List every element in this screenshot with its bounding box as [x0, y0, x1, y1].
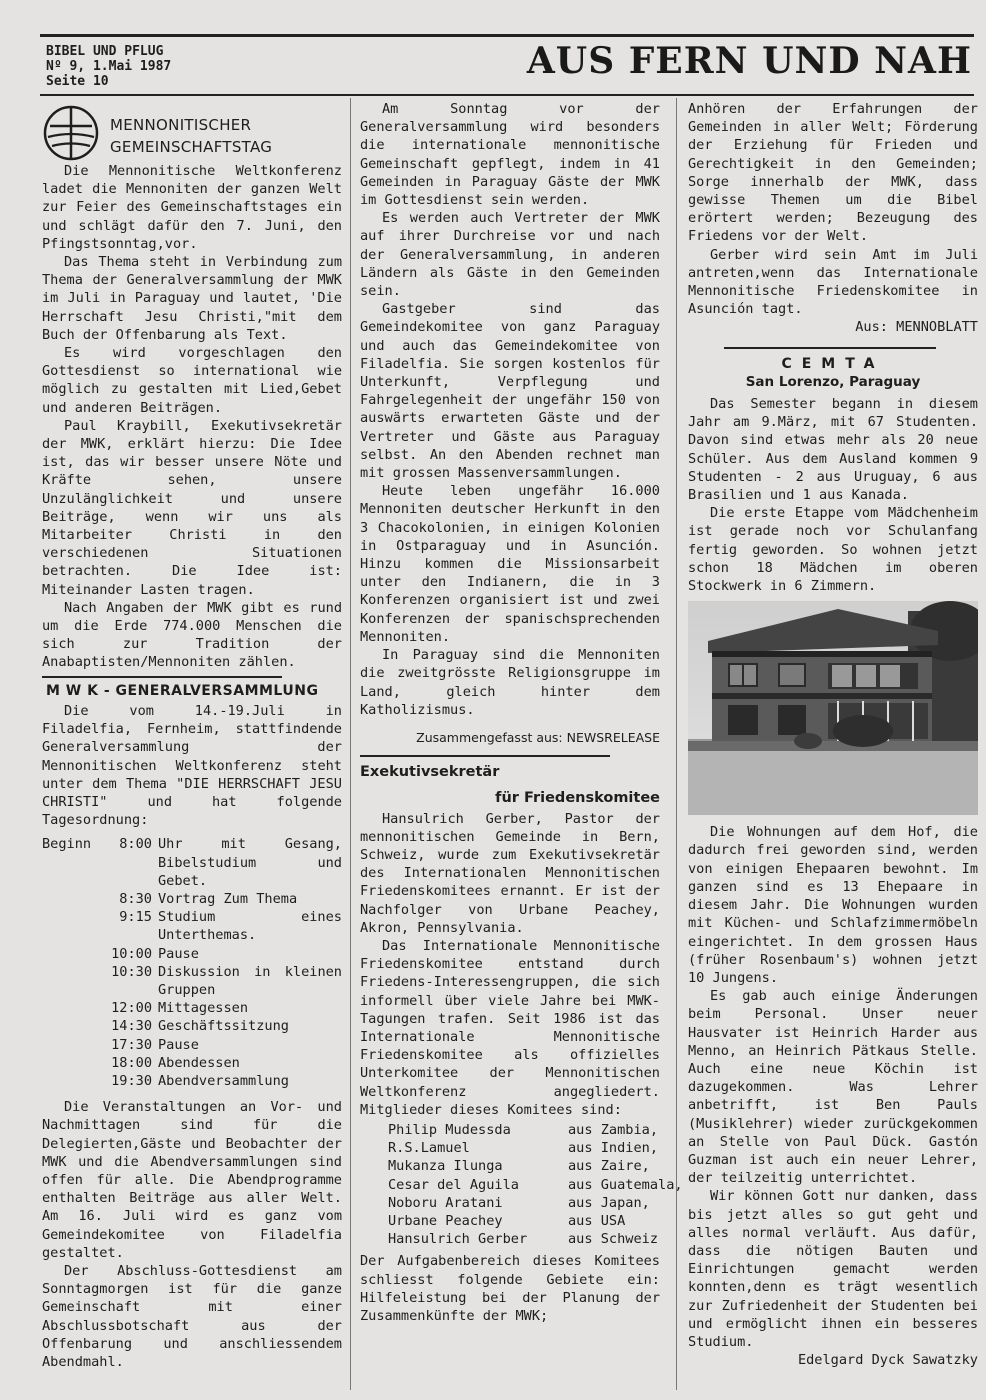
paragraph: Paul Kraybill, Exekutivsekretär der MWK, erklärt hierzu: Die Idee ist, das wir besser unsere Nöte und Kräfte sehen, unsere Unzulänglichkeit und unsere Beiträge, wenn wir uns als Mitarbeiter Christi in den verschiedenen Situationen betrachten. Die Idee ist: Miteinander Lasten tragen. — [42, 417, 342, 598]
paragraph: Das Thema steht in Verbindung zum Thema der Generalversammlung der MWK im Juli in Paraguay und lautet, 'Die Herrschaft Jesu Christi,"mit dem Buch der Offenbarung als Text. — [42, 254, 342, 343]
paragraph: Es werden auch Vertreter der MWK auf ihrer Durchreise vor und nach der Generalversammlung, in anderen Ländern als Gäste in den Gemeinden sein. — [360, 210, 660, 300]
agenda-day — [42, 908, 98, 944]
top-rule — [40, 34, 974, 37]
agenda-table — [42, 835, 342, 1090]
masthead-info — [46, 44, 171, 89]
paragraph: In Paraguay sind die Mennoniten die zweitgrösste Religionsgruppe im Land, gleich hinter dem Katholizismus. — [360, 647, 660, 718]
column-2 — [360, 100, 683, 1325]
member-country: aus Zaire, — [568, 1158, 650, 1175]
agenda-row — [42, 1072, 342, 1090]
paragraph: Die vom 14.-19.Juli in Filadelfia, Fernheim, stattfindende Generalversammlung der Mennonitischen Weltkonferenz steht unter dem Thema "DIE HERRSCHAFT JESU CHRISTI" und hat folgende Tagesordnung: — [42, 702, 342, 829]
member-country: aus USA — [568, 1212, 626, 1229]
paragraph: Hansulrich Gerber, Pastor der mennonitischen Gemeinde in Bern, Schweiz, wurde zum Exekutivsekretär des Internationalen Mennonitischen Friedenskomitees ernannt. Er ist der Nachfolger von Urbane Peachey, Akron, Pennsylvania. — [360, 810, 660, 936]
article-header — [42, 104, 342, 162]
agenda-item: Uhr mit Gesang, Bibelstudium und Gebet. — [158, 836, 342, 889]
member-country: aus Guatemala, — [568, 1176, 683, 1193]
column-3 — [688, 100, 978, 1369]
member-row — [388, 1230, 688, 1248]
section-subheading: San Lorenzo, Paraguay — [745, 373, 921, 390]
paragraph: Wir können Gott nur danken, dass bis jetzt alles so gut geht und alles normal verläuft. Aus dafür, dass die nötigen Bauten und Einrichtungen gemacht werden konnten,denn es trägt wesentlich zur Zufriedenheit der Studenten bei und ermöglicht ihnen ein besseres Studium. — [688, 1188, 978, 1350]
agenda-row — [42, 999, 342, 1017]
agenda-day — [42, 1072, 98, 1090]
header-rule — [40, 94, 974, 96]
agenda-time: 8:30 — [119, 890, 152, 907]
agenda-time: 14:30 — [111, 1018, 152, 1035]
paragraph: Am Sonntag vor der Generalversammlung wird besonders die internationale mennonitische Gemeinschaft gepflegt, indem in 41 Gemeinden in Paraguay Gäste der MWK im Gottesdienst sein werden. — [360, 101, 660, 209]
masthead-issue: Nº 9, 1.Mai 1987 — [46, 59, 172, 74]
paragraph: Die Mennonitische Weltkonferenz ladet die Mennoniten der ganzen Welt zur Feier des Gemeinschaftstages ein und schlägt dafür den 7. Juni, den Pfingstsonntag,vor. — [42, 163, 342, 252]
paragraph: Es gab auch einige Änderungen beim Personal. Unser neuer Hausvater ist Heinrich Harder aus Menno, an Heinrich Pätkaus Stelle. Auch eine neue Köchin ist dazugekommen. Was Lehrer anbetrifft, ist Ben Pauls (Musiklehrer) wieder zurückgekommen an Stelle von Paul Dück. Gastón Guzman ist auch ein neuer Lehrer, der teilzeitig unterrichtet. — [688, 988, 978, 1187]
paragraph: Es wird vorgeschlagen den Gottesdienst so international wie möglich zu gestalten mit Lied,Gebet und anderen Beiträgen. — [42, 345, 342, 416]
section-heading: M W K - GENERALVERSAMMLUNG — [46, 682, 319, 699]
member-row — [388, 1139, 688, 1157]
agenda-row — [42, 1017, 342, 1035]
agenda-row — [42, 1054, 342, 1072]
member-country: aus Indien, — [568, 1140, 659, 1157]
paragraph: Die erste Etappe vom Mädchenheim ist gerade noch vor Schulanfang fertig geworden. So wohnen jetzt schon 18 Mädchen im oberen Stockwerk in 6 Zimmern. — [688, 505, 978, 595]
building-photo — [688, 601, 978, 815]
section-subheading: für Friedenskomitee — [495, 790, 660, 807]
agenda-item: Pause — [158, 945, 199, 962]
column-divider — [350, 98, 351, 1390]
agenda-item: Mittagessen — [158, 1000, 249, 1017]
agenda-day — [42, 1036, 98, 1054]
agenda-time: 10:30 — [111, 963, 152, 980]
agenda-item: Abendessen — [158, 1054, 240, 1071]
agenda-time: 8:00 — [119, 836, 152, 853]
member-name: Cesar del Aguila — [388, 1176, 519, 1193]
member-name: Philip Mudessda — [388, 1121, 511, 1138]
agenda-day — [42, 1054, 98, 1072]
agenda-time: 12:00 — [111, 1000, 152, 1017]
agenda-day — [42, 963, 98, 999]
paragraph: Heute leben ungefähr 16.000 Mennoniten deutscher Herkunft in den 3 Chacokolonien, in einigen Kolonien in Ostparaguay und in Asunción. Hinzu kommen die Missionsarbeit unter den Indianern, die in 3 Konferenzen organisiert ist und zwei Konferenzen der spanischsprechenden Mennoniten. — [360, 483, 660, 645]
source-credit: Zusammengefasst aus: NEWSRELEASE — [416, 729, 660, 745]
member-row — [388, 1121, 688, 1139]
paragraph: Der Aufgabenbereich dieses Komitees schliesst folgende Gebiete ein: Hilfeleistung bei der Planung der Zusammenkünfte der MWK; — [360, 1253, 660, 1324]
member-name: Mukanza Ilunga — [388, 1158, 503, 1175]
section-heading: Exekutivsekretär — [360, 764, 500, 781]
member-name: Hansulrich Gerber — [388, 1231, 528, 1248]
agenda-time: 10:00 — [111, 945, 152, 962]
agenda-item: Abendversammlung — [158, 1072, 289, 1089]
masthead-page: Seite 10 — [46, 74, 109, 89]
agenda-item: Pause — [158, 1036, 199, 1053]
member-country: aus Zambia, — [568, 1121, 659, 1138]
paragraph: Das Internationale Mennonitische Friedenskomitee entstand durch Friedens-Interessengruppen, die sich informell über viele Jahre bei MWK-Tagungen trafen. Seit 1986 ist das Internationale Mennonitische Friedenskomitee als offizielles Unterkomitee der Mennonitischen Weltkonferenz angegliedert. Mitglieder dieses Komitees sind: — [360, 937, 660, 1118]
agenda-time: 17:30 — [111, 1036, 152, 1053]
agenda-item: Vortrag Zum Thema — [158, 890, 298, 907]
paragraph: Anhören der Erfahrungen der Gemeinden in aller Welt; Förderung der Erziehung für Frieden und Gerechtigkeit in den Gemeinden; Sorge innerhalb der MWK, dass gewisse Themen um die Bibel erörtert werden; Bezeugung des Friedens vor der Welt. — [688, 101, 978, 245]
agenda-row — [42, 835, 342, 890]
member-name: Noboru Aratani — [388, 1194, 503, 1211]
section-title: AUS FERN UND NAH — [526, 40, 972, 82]
agenda-item: Studium eines Unterthemas. — [158, 909, 342, 944]
member-row — [388, 1212, 688, 1230]
agenda-row — [42, 908, 342, 944]
agenda-day — [42, 1017, 98, 1035]
member-row — [388, 1194, 688, 1212]
agenda-item: Geschäftssitzung — [158, 1018, 289, 1035]
paragraph: Nach Angaben der MWK gibt es rund um die Erde 774.000 Menschen die sich zur Tradition der Anabaptisten/Mennoniten zählen. — [42, 599, 342, 671]
section-heading: CEMTA — [781, 355, 885, 372]
agenda-time: 19:30 — [111, 1072, 152, 1089]
article-title: MENNONITISCHER GEMEINSCHAFTSTAG — [110, 116, 273, 156]
agenda-time: 18:00 — [111, 1054, 152, 1071]
agenda-row — [42, 963, 342, 999]
agenda-item: Diskussion in kleinen Gruppen — [158, 963, 342, 998]
paragraph: Die Veranstaltungen an Vor- und Nachmittagen sind für die Delegierten,Gäste und Beobachter der MWK und die Abendversammlungen sind offen für alle. Die Abendprogramme enthalten Beiträge aus aller Welt. Am 16. Juli wird es ganz vom Gemeindekomitee von Filadelfia gestaltet. — [42, 1099, 342, 1261]
section-rule — [360, 755, 610, 757]
agenda-time: 9:15 — [119, 909, 152, 926]
paragraph: Gerber wird sein Amt im Juli antreten,wenn das Internationale Mennonitische Friedenskomitee in Asunción tagt. — [688, 246, 978, 318]
member-name: Urbane Peachey — [388, 1212, 503, 1229]
agenda-day: Beginn — [42, 836, 92, 853]
masthead-publication: BIBEL UND PFLUG — [46, 44, 164, 59]
member-name: R.S.Lamuel — [388, 1140, 470, 1157]
paragraph: Die Wohnungen auf dem Hof, die dadurch frei geworden sind, werden von einigen Ehepaaren bewohnt. Im ganzen sind es 13 Ehepaare in diesem Jahr. Die Wohnungen wurden mit Küchen- und Schlafzimmermöbeln eingerichtet. In dem grossen Haus (früher Rosenbaum's) wohnen jetzt 10 Jungens. — [688, 824, 978, 986]
section-rule — [42, 676, 282, 678]
member-row — [388, 1157, 688, 1175]
agenda-row — [42, 1036, 342, 1054]
agenda-row — [42, 945, 342, 963]
column-1 — [42, 100, 342, 1371]
paragraph: Gastgeber sind das Gemeindekomitee von ganz Paraguay und auch das Gemeindekomitee von Filadelfia. Sie sorgen kostenlos für Unterkunft, Verpflegung und Fahrgelegenheit der ungefähr 150 von auswärts erwarteten Gäste und der Vertreter und Gäste aus Paraguay selbst. An den Abenden rechnet man mit grossen Massenversammlungen. — [360, 301, 660, 482]
source-credit: Aus: MENNOBLATT — [855, 319, 978, 336]
agenda-row — [42, 890, 342, 908]
author-signature: Edelgard Dyck Sawatzky — [797, 1352, 978, 1369]
member-country: aus Japan, — [568, 1194, 650, 1211]
agenda-day — [42, 999, 98, 1017]
members-list — [388, 1121, 688, 1248]
agenda-day — [42, 890, 98, 908]
member-row — [388, 1176, 688, 1194]
section-rule — [724, 347, 936, 349]
globe-cross-icon — [42, 104, 100, 162]
member-country: aus Schweiz — [568, 1231, 659, 1248]
paragraph: Der Abschluss-Gottesdienst am Sonntagmorgen ist für die ganze Gemeinschaft mit einer Abschlussbotschaft aus der Offenbarung und anschliessendem Abendmahl. — [42, 1262, 342, 1370]
paragraph: Das Semester begann in diesem Jahr am 9.März, mit 67 Studenten. Davon sind etwas mehr als 20 neue Schüler. Aus dem Ausland kommen 9 Studenten - 2 aus Uruguay, 6 aus Brasilien und 1 aus Kanada. — [688, 396, 978, 504]
agenda-day — [42, 945, 98, 963]
